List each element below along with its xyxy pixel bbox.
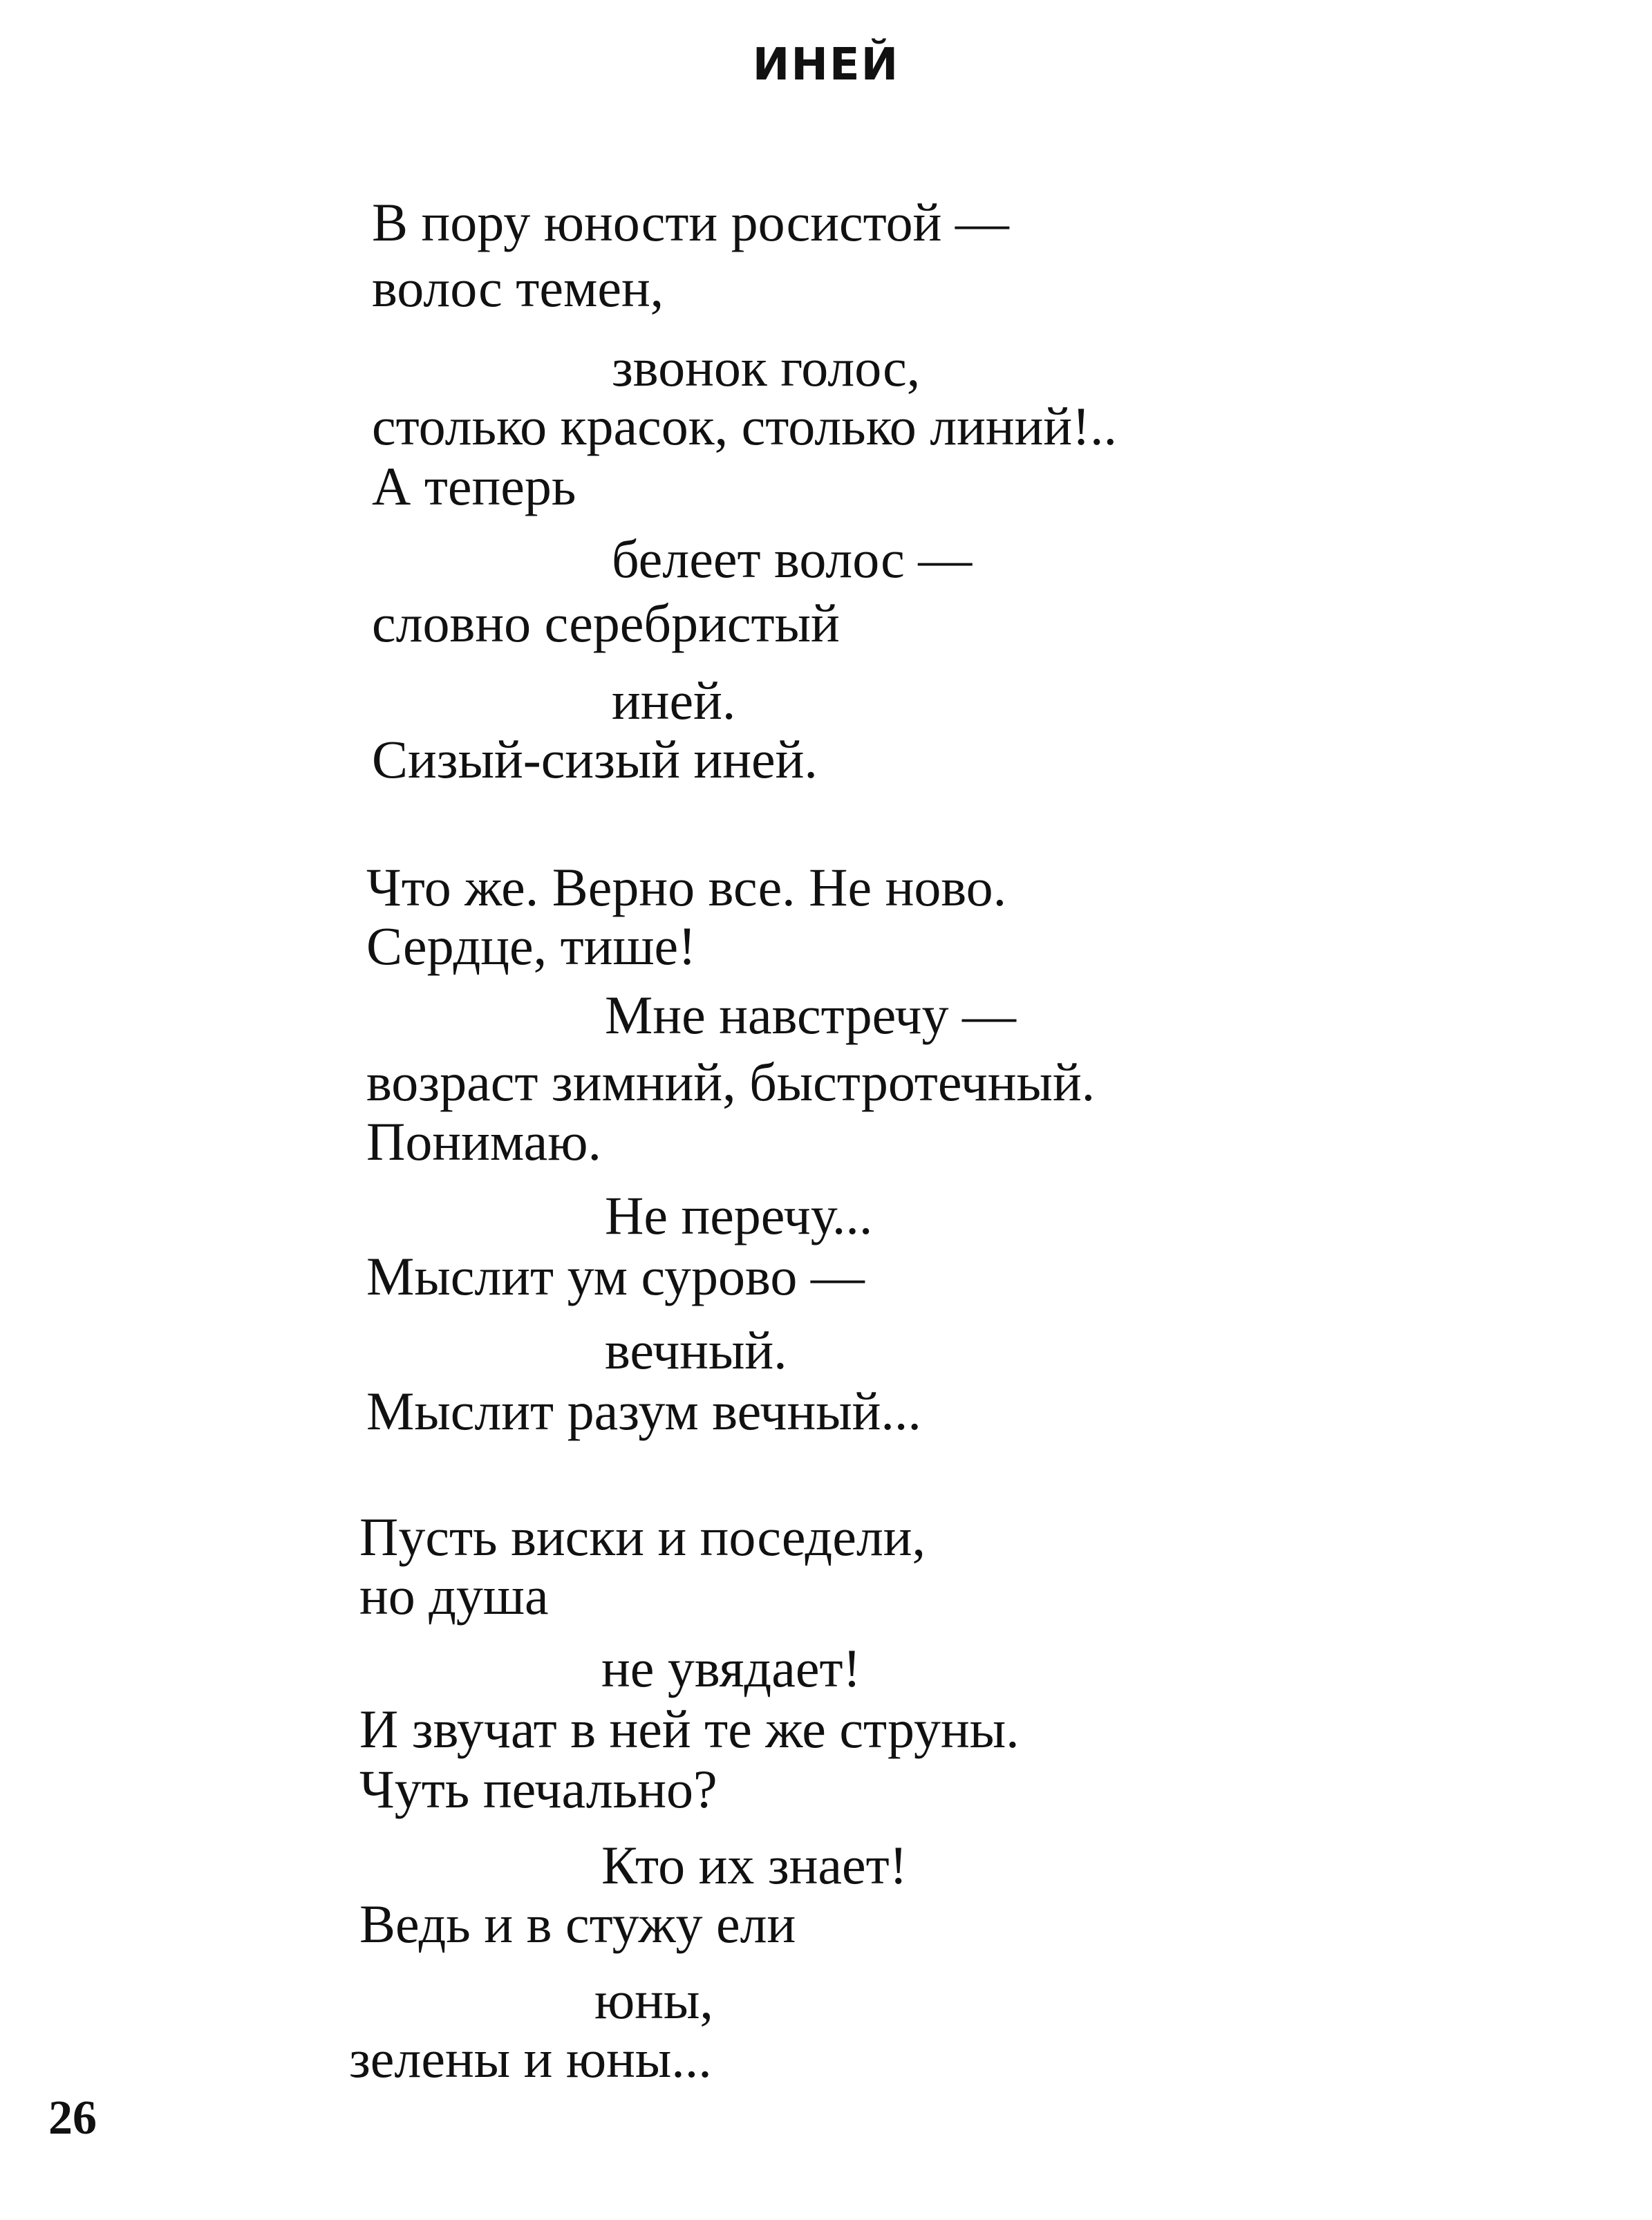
poem-line: не увядает! — [601, 1638, 861, 1698]
poem-line: словно серебристый — [372, 593, 840, 653]
poem-line: Чуть печально? — [359, 1759, 717, 1819]
poem-line: иней. — [612, 670, 736, 731]
poem-line: И звучат в ней те же струны. — [359, 1699, 1020, 1759]
poem-line: возраст зимний, быстротечный. — [366, 1052, 1096, 1112]
poem-line: зелены и юны... — [349, 2029, 712, 2089]
poem-line: Не перечу... — [605, 1185, 873, 1245]
poem-line: Сердце, тише! — [366, 916, 697, 976]
poem-line: Пусть виски и поседели, — [359, 1507, 926, 1567]
poem-line: но душа — [359, 1565, 549, 1626]
poem-line: вечный. — [605, 1320, 787, 1380]
poem-line: Ведь и в стужу ели — [359, 1894, 796, 1954]
poem-line: В пору юности росистой — — [372, 192, 1009, 252]
poem-line: Что же. Верно все. Не ново. — [366, 857, 1007, 917]
poem-line: белеет волос — — [612, 529, 973, 589]
poem-line: Кто их знает! — [601, 1835, 908, 1895]
poem-line: Мыслит разум вечный... — [366, 1381, 921, 1441]
poem-line: Мне навстречу — — [605, 985, 1017, 1045]
poem-line: звонок голос, — [612, 337, 921, 397]
page-number: 26 — [48, 2091, 97, 2145]
poem-line: волос темен, — [372, 258, 664, 318]
poem-line: юны, — [594, 1970, 713, 2030]
poem-line: Мыслит ум сурово — — [366, 1246, 865, 1306]
poem-line: Понимаю. — [366, 1111, 602, 1172]
poem-title: ИНЕЙ — [752, 39, 900, 91]
poem-line: А теперь — [372, 456, 576, 516]
poem-line: столько красок, столько линий!.. — [372, 396, 1118, 456]
poem-line: Сизый-сизый иней. — [372, 729, 818, 789]
